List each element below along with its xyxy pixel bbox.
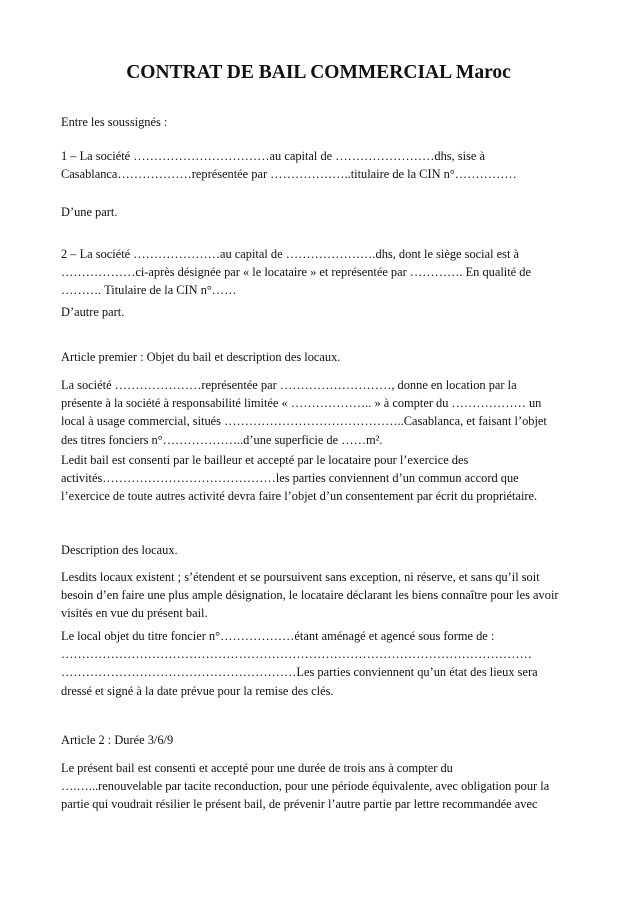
description-paragraph-2 xyxy=(61,627,581,700)
description-paragraph-1 xyxy=(61,568,581,623)
article1-heading xyxy=(61,348,581,366)
description-p2-line-1: Le local objet du titre foncier n°………………étant aménagé et agencé sous forme de : xyxy=(61,629,495,643)
description-p2-line-2: …………………………………………………………………………………………………… xyxy=(61,647,532,662)
party2-line-2: ………………ci-après désignée par « le locataire » et représentée par …………. En qualité de xyxy=(61,265,531,280)
article1-p1-line-2: présente à la société à responsabilité limitée « ……………….. » à compter du ……………… un xyxy=(61,396,542,411)
party2-closing xyxy=(61,303,581,321)
description-p1-line-1: Lesdits locaux existent ; s’étendent et se poursuivent sans exception, ni réserve, et sans qu’il soit xyxy=(61,570,540,584)
article1-paragraph-2 xyxy=(61,451,581,506)
article1-heading-line: Article premier : Objet du bail et description des locaux. xyxy=(61,350,341,364)
article2-heading-line: Article 2 : Durée 3/6/9 xyxy=(61,733,174,747)
document-title: CONTRAT DE BAIL COMMERCIAL Maroc xyxy=(126,62,511,83)
party1-paragraph xyxy=(61,147,581,183)
description-heading xyxy=(61,541,581,559)
party1-closing xyxy=(61,203,581,221)
intro-text xyxy=(61,113,581,131)
description-p2-line-3: …………………………………………………Les parties conviennent qu’un état des lieux sera xyxy=(61,665,538,680)
party2-line-3: ………. Titulaire de la CIN n°…… xyxy=(61,283,237,298)
article1-paragraph-1 xyxy=(61,376,581,449)
party2-closing-line: D’autre part. xyxy=(61,305,125,319)
party1-line-2: Casablanca………………représentée par ………………..titulaire de la CIN n°…………… xyxy=(61,167,517,182)
article2-p1-line-1: Le présent bail est consenti et accepté pour une durée de trois ans à compter du xyxy=(61,761,453,775)
article2-p1-line-3: partie qui voudrait résilier le présent bail, de prévenir l’autre partie par lettre recommandée avec xyxy=(61,797,538,812)
article2-p1-line-2: ….…...renouvelable par tacite reconduction, pour une période équivalente, avec obligation pour la xyxy=(61,779,550,794)
article1-p1-line-3: local à usage commercial, situés ……………………………………..Casablanca, et faisant l’objet xyxy=(61,414,547,429)
party2-paragraph xyxy=(61,245,581,300)
description-p2-line-4: dressé et signé à la date prévue pour la remise des clés. xyxy=(61,683,334,698)
article2-heading xyxy=(61,731,581,749)
article2-paragraph-1 xyxy=(61,759,581,814)
article1-p1-line-1: La société …………………représentée par ………………………, donne en location par la xyxy=(61,378,517,392)
party1-line-1: 1 – La société ……………………………au capital de ……………………dhs, sise à xyxy=(61,149,485,163)
description-p1-line-3: visités en vue du présent bail. xyxy=(61,606,208,621)
intro-line: Entre les soussignés : xyxy=(61,115,168,129)
article1-p2-line-1: Ledit bail est consenti par le bailleur et accepté par le locataire pour l’exercice des xyxy=(61,453,469,467)
description-heading-line: Description des locaux. xyxy=(61,543,178,557)
article1-p2-line-3: l’exercice de toute autres activité devra faire l’objet d’un consentement par écrit du propriétaire. xyxy=(61,489,538,504)
article1-p2-line-2: activités……………………………………les parties conviennent d’un commun accord que xyxy=(61,471,519,486)
party1-closing-line: D’une part. xyxy=(61,205,118,219)
article1-p1-line-4: des titres fonciers n°………………..d’une superficie de ……m². xyxy=(61,432,383,447)
party2-line-1: 2 – La société …………………au capital de ………………….dhs, dont le siège social est à xyxy=(61,247,520,261)
description-p1-line-2: besoin d’en faire une plus ample désignation, le locataire déclarant les biens connaître pour les avoir xyxy=(61,588,559,603)
